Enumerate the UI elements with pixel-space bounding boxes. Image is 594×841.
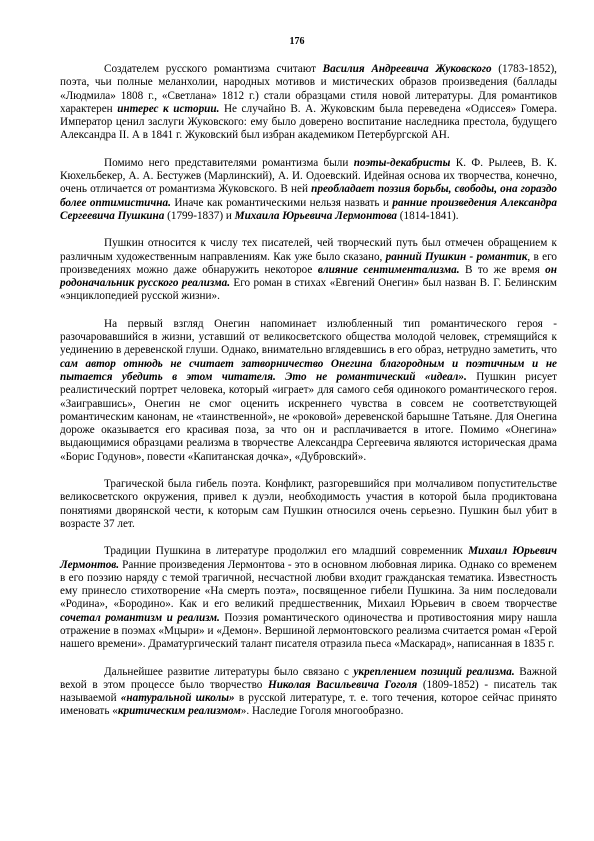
emphasis-text: Михаила Юрьевича Лермонтова [234,209,397,222]
emphasis-text: он родоначальник русского реализма. [60,263,557,290]
paragraph-text: в русской литературе, т. е. того течения, которое сейчас принято именовать « [60,692,557,718]
emphasis-text: укреплением позиций реализма. [353,665,515,678]
paragraph-text: К. Ф. Рылеев, В. К. Кюхельбекер, А. А. Бестужев (Марлинский), А. И. Одоевский. Идейная основа их творчества, конечно, очень отличается от романтизма Жуковского. В ней [60,156,557,196]
paragraph-text: Ранние произведения Лермонтова - это в основном любовная лирика. Однако со временем в его поэзию наряду с темой трагичной, несчастной любви входит гражданская тематика. Известность ему принесло стихотворение «На смерть поэта», посвященное гибели Пушкина. За ним последовали «Родина», «Бородино». Как и его великий предшественник, Михаил Юрьевич в своем творчестве [60,558,557,611]
paragraph-text: Не случайно В. А. Жуковским была переведена «Одиссея» Гомера. Император ценил заслуги Жуковского: ему было доверено воспитание наследника престола, будущего Александра II. А в 1841 г. Жуковский был избран академиком Петербургской АН. [60,102,557,142]
paragraph [60,63,557,143]
emphasis-text: сам автор отнюдь не считает затворничество Онегина благородным и поэтичным и не пытается убедить в этом читателя. Это не романтический «идеал». [60,357,557,383]
paragraph-text: Поэзия романтического одиночества и противостояния миру нашла отражение в поэмах «Мцыри» и «Демон». Вершиной лермонтовского реализма считается роман «Герой нашего времени». Драматургический талант писателя отразила пьеса «Маскарад», написанная в 1835 г. [60,611,558,651]
paragraph-text: Традиции Пушкина в литературе продолжил его младший современник [104,545,469,558]
paragraph-text: Иначе как романтическими нельзя назвать и [170,196,393,209]
paragraph-text: (1783-1852), поэта, чьи полные меланхолии, народных мотивов и мистических образов произведения (баллады «Людмила» 1808 г., «Светлана» 1812 г.) стали образцами стиля новой литературы. Для романтиков характерен [60,63,557,115]
paragraph-text: Пушкин относится к числу тех писателей, чей творческий путь был отмечен обращением к различным художественным направлениям. Как уже было сказано, [60,237,557,263]
emphasis-text: Михаил Юрьевич Лермонтов. [60,545,557,571]
paragraph-text: Важной вехой в этом процессе было творчество [60,665,557,691]
paragraph-text: Его роман в стихах «Евгений Онегин» был назван В. Г. Белинским «энциклопедией русской жизни». [60,277,557,303]
page-number: 176 [289,36,305,47]
paragraph-text: (1799-1837) и [164,209,235,222]
emphasis-text: преобладает поэзия борьбы, свободы, она гораздо более оптимистична. [60,183,558,209]
emphasis-text: критическим реализмом [117,705,241,718]
emphasis-text: влияние сентиментализма. [317,263,460,276]
paragraph-text: Дальнейшее развитие литературы было связано с [104,665,354,678]
body-text [60,63,557,733]
emphasis-text: «натуральной школы» [120,692,235,705]
paragraph-text: (1814-1841). [396,209,459,222]
emphasis-text: Николая Васильевича Гоголя [268,678,418,691]
paragraph [60,157,557,223]
emphasis-text: сочетал романтизм и реализм. [60,611,220,624]
paragraph-text: , в его произведениях можно даже обнаружить некоторое [60,250,557,276]
emphasis-text: интерес к истории. [117,102,220,115]
paragraph-text: Создателем русского романтизма считают [104,63,323,75]
paragraph [60,237,557,303]
emphasis-text: ранний Пушкин - романтик [385,250,528,263]
paragraph [60,666,557,719]
emphasis-text: поэты-декабристы [353,156,451,169]
paragraph-text: Пушкин рисует реалистический портрет человека, который «играет» для самого себя одинокого романтического героя. «Заигравшись», Онегин не смог оценить искреннего чувства в совсем не соответствующей романтическим канонам, не «таинственной», не «роковой» деревенской барышне Татьяне. Для Онегина дороже оказывается его красивая поза, за что он и расплачивается в итоге. Помимо «Онегина» выдающимися образцами реализма в творчестве Александра Сергеевича являются историческая драма «Борис Годунов», повести «Капитанская дочка», «Дубровский». [60,370,557,463]
paragraph [60,478,557,531]
paragraph-text: ». Наследие Гоголя многообразно. [240,705,404,718]
paragraph [60,545,557,651]
paragraph-text: На первый взгляд Онегин напоминает излюбленный тип романтического героя - разочаровавшийся в жизни, уставший от великосветского общества молодой человек, стремящийся к уединению в деревенской глуши. Однако, внимательно вглядевшись в его образ, нетрудно заметить, что [60,317,557,357]
paragraph-text: В то же время [459,263,546,276]
emphasis-text: ранние произведения Александра Сергеевича Пушкина [60,196,557,222]
paragraph-text: Трагической была гибель поэта. Конфликт, разгоревшийся при молчаливом попустительстве великосветского окружения, привел к дуэли, необходимость участия в которой была продиктована понятиями дворянской чести, к которым сам Пушкин относился очень серьезно. Пушкин был убит в возрасте 37 лет. [60,478,557,530]
paragraph-text: (1809-1852) - писатель так называемой [60,678,558,705]
paragraph [60,318,557,464]
paragraph-text: Помимо него представителями романтизма были [104,156,354,169]
emphasis-text: Василия Андреевича Жуковского [322,63,492,75]
